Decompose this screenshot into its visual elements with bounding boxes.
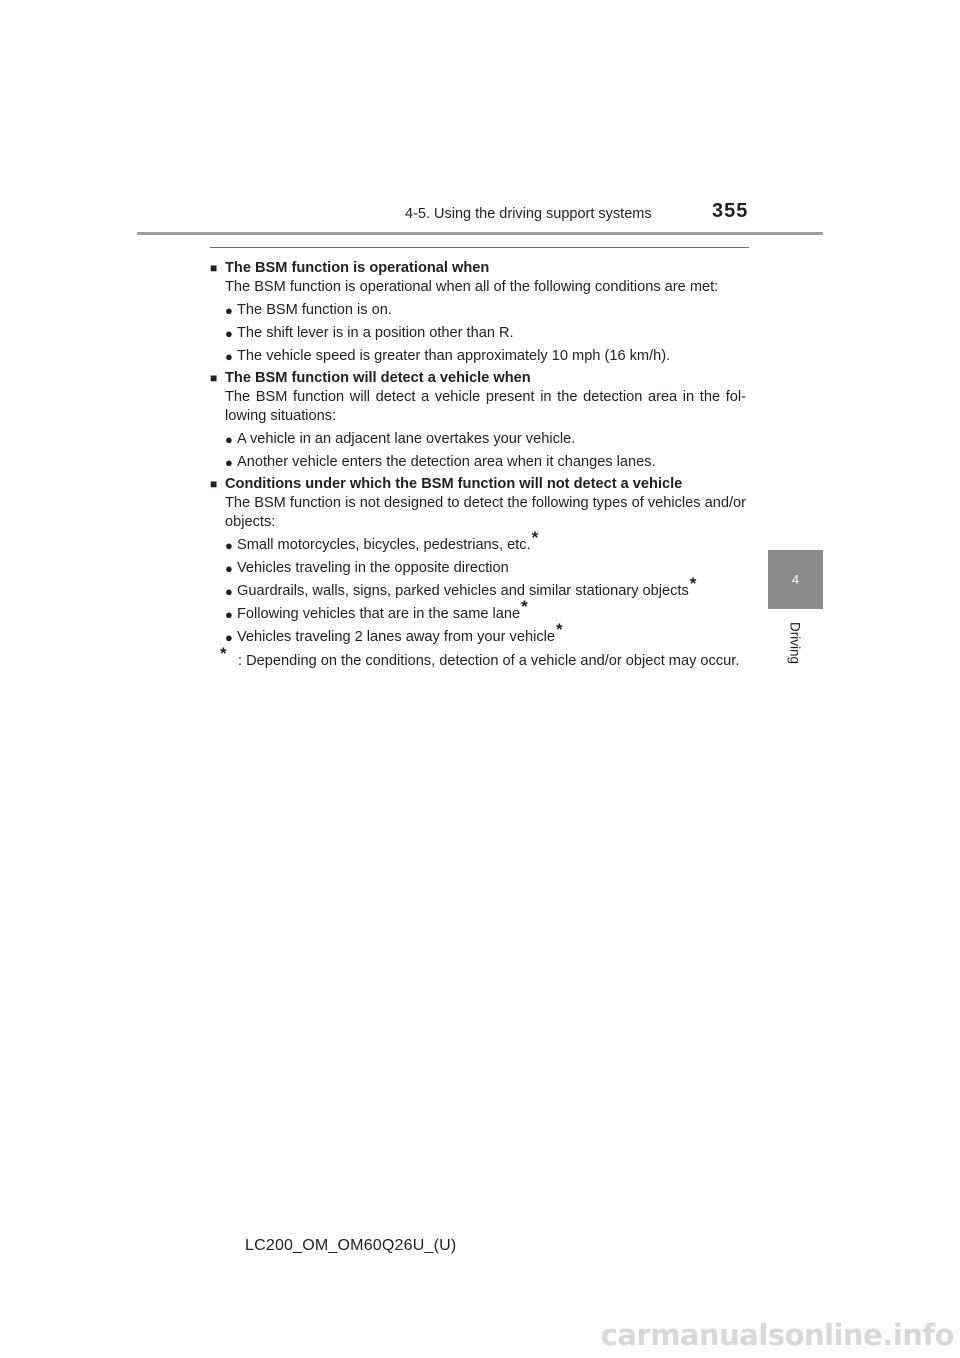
bullet-icon: ● (225, 349, 233, 364)
section-heading (210, 259, 746, 278)
bullet-text: Vehicles traveling in the opposite direction (237, 560, 509, 576)
bullet-text (237, 597, 528, 624)
heading-text: The BSM function will detect a vehicle when (225, 370, 531, 386)
list-item (210, 620, 746, 647)
list-item (210, 324, 746, 343)
chapter-label: Driving (787, 621, 803, 665)
section-heading (210, 475, 746, 494)
doc-code: LC200_OM_OM60Q26U_(U) (245, 1237, 457, 1254)
heading-marker-icon: ■ (210, 371, 218, 385)
bullet-text: A vehicle in an adjacent lane overtakes your vehicle. (237, 431, 576, 447)
heading-marker-icon: ■ (210, 477, 218, 491)
list-item (210, 574, 746, 601)
bullet-text (237, 620, 563, 647)
bullet-text-content: Guardrails, walls, signs, parked vehicles and similar stationary objects (237, 583, 689, 599)
bullet-text-content: Following vehicles that are in the same lane (237, 606, 521, 622)
bullet-icon: ● (225, 538, 233, 553)
bullet-icon: ● (225, 303, 233, 318)
chapter-tab (768, 550, 823, 609)
footnote-text: : Depending on the conditions, detection of a vehicle and/or object may occur. (238, 653, 740, 669)
bullet-icon: ● (225, 561, 233, 576)
list-item (210, 559, 746, 578)
section-intro: The BSM function will detect a vehicle present in the detection area in the fol-lowing situations: (225, 389, 746, 424)
heading-text: Conditions under which the BSM function will not detect a vehicle (225, 476, 683, 492)
footnote-star: * (531, 528, 539, 547)
bullet-text: The vehicle speed is greater than approximately 10 mph (16 km/h). (237, 348, 671, 364)
watermark: carmanualsonline.info (600, 1318, 954, 1352)
footnote-star: * (689, 574, 697, 593)
list-item (210, 301, 746, 320)
page-number: 355 (712, 200, 749, 222)
footnote (210, 644, 746, 671)
heading-text: The BSM function is operational when (225, 260, 490, 276)
list-item (210, 528, 746, 555)
footnote-star: * (521, 597, 528, 616)
list-item (210, 430, 746, 449)
footnote-marker (220, 644, 238, 671)
bullet-text: Another vehicle enters the detection area when it changes lanes. (237, 454, 656, 470)
bullet-text: The shift lever is in a position other than R. (237, 325, 514, 341)
bullet-text-content: Vehicles traveling 2 lanes away from your vehicle (237, 629, 555, 645)
list-item (210, 453, 746, 472)
chapter-number: 4 (791, 572, 800, 587)
section-intro: The BSM function is not designed to detect the following types of vehicles and/or objects: (225, 495, 746, 530)
bullet-icon: ● (225, 630, 233, 645)
footnote-star: * (555, 620, 563, 639)
bullet-text (237, 574, 697, 601)
section-title: 4-5. Using the driving support systems (405, 206, 652, 222)
list-item (210, 597, 746, 624)
section-heading (210, 369, 746, 388)
bullet-text (237, 528, 539, 555)
main-content (210, 256, 746, 671)
heading-marker-icon: ■ (210, 261, 218, 275)
header-rule (137, 232, 823, 235)
content-rule (210, 247, 749, 248)
bullet-icon: ● (225, 326, 233, 341)
bullet-icon: ● (225, 584, 233, 599)
bullet-text-content: Small motorcycles, bicycles, pedestrians, etc. (237, 537, 531, 553)
list-item (210, 347, 746, 366)
bullet-icon: ● (225, 455, 233, 470)
footnote-star: * (220, 644, 227, 663)
bullet-icon: ● (225, 607, 233, 622)
bullet-text: The BSM function is on. (237, 302, 392, 318)
bullet-icon: ● (225, 432, 233, 447)
section-intro: The BSM function is operational when all of the following conditions are met: (225, 279, 719, 295)
